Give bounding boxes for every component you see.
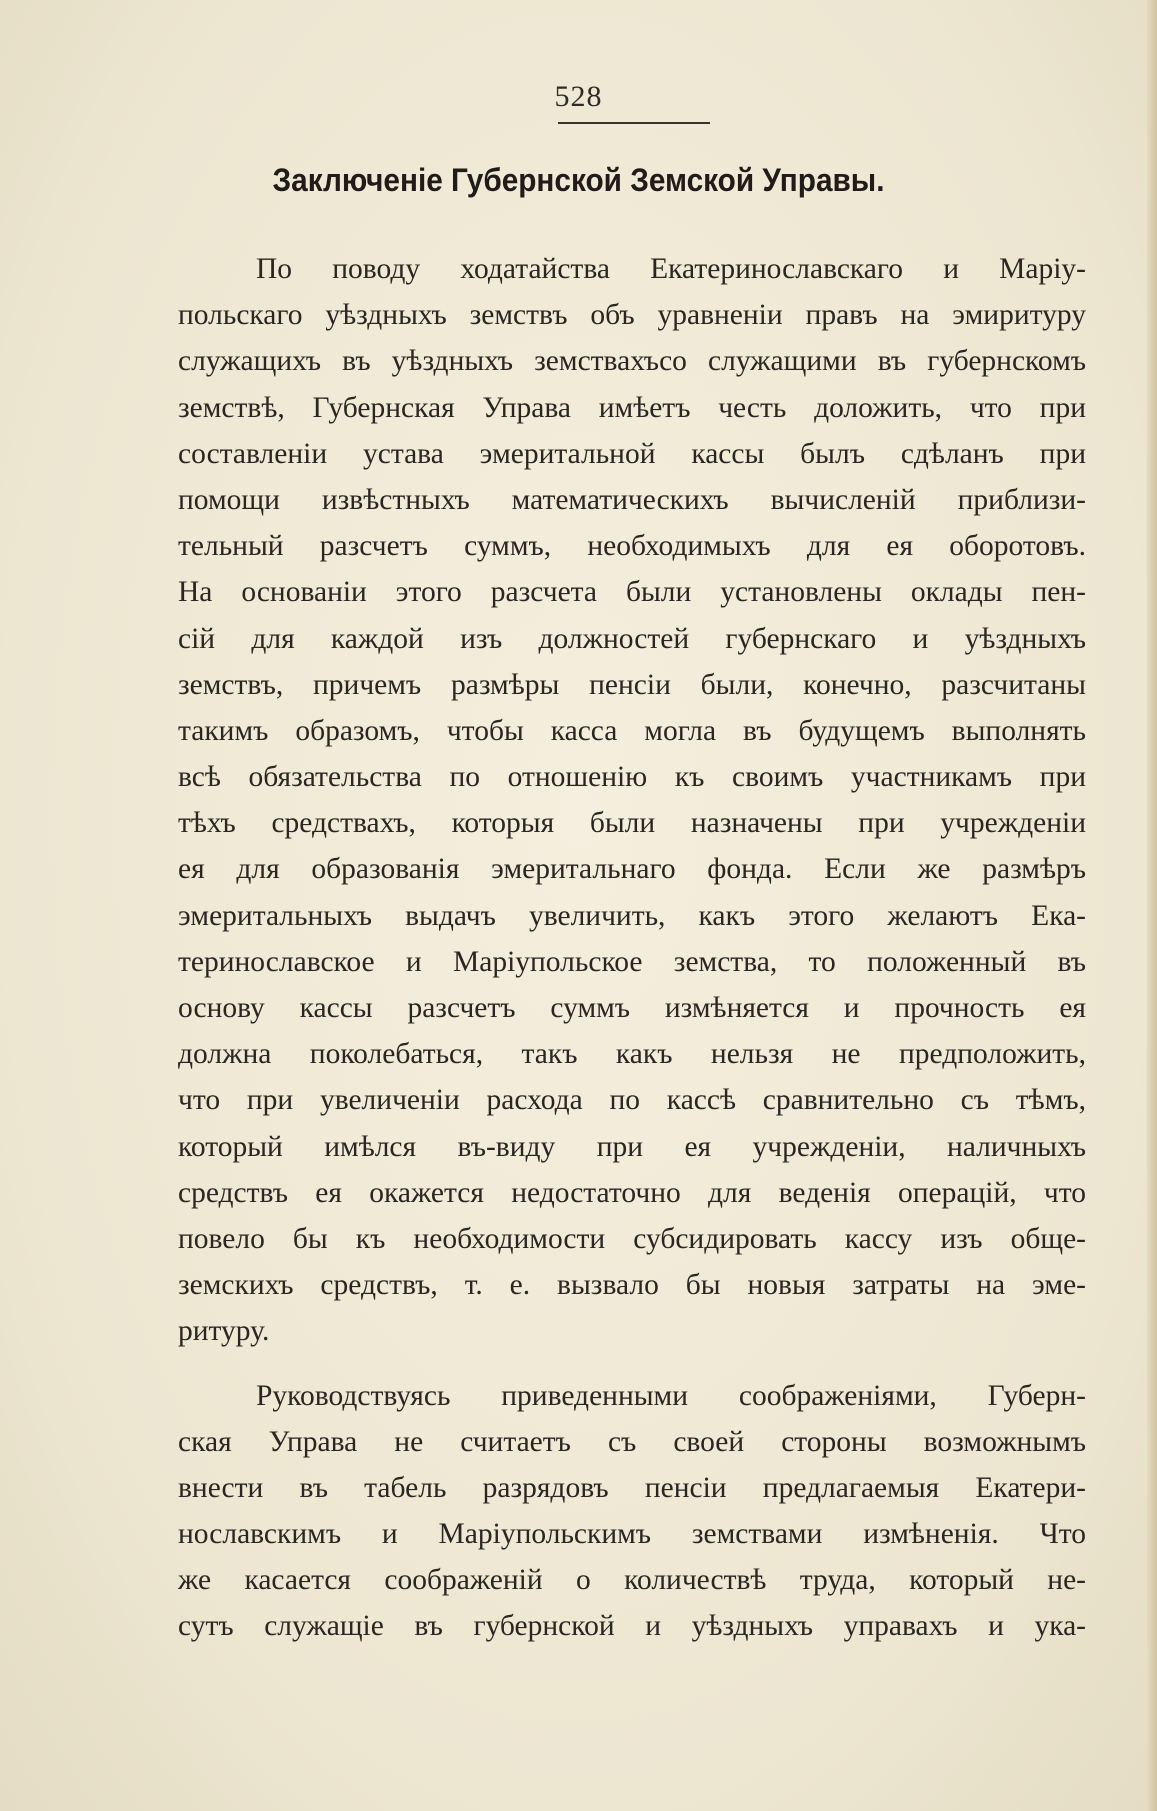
text-line: земскихъ средствъ, т. е. вызвало бы новыя затраты на эме- xyxy=(178,1269,1086,1302)
text-line: теринославское и Маріупольское земства, то положенный въ xyxy=(178,945,1086,978)
text-line: основу кассы разсчетъ суммъ измѣняется и прочность ея xyxy=(178,992,1086,1024)
text-line: земствѣ, Губернская Управа имѣетъ честь доложить, что при xyxy=(178,391,1086,424)
page-edge xyxy=(1147,0,1157,1811)
body-text xyxy=(178,246,1086,1650)
page-number: 528 xyxy=(554,80,603,113)
text-line: такимъ образомъ, чтобы касса могла въ будущемъ выполнять xyxy=(178,714,1086,747)
page-number-rule xyxy=(558,122,710,124)
text-line: ская Управа не считаетъ съ своей стороны возможнымъ xyxy=(178,1425,1086,1458)
text-line: На основаніи этого разсчета были установлены оклады пен- xyxy=(178,576,1086,609)
text-line: нославскимъ и Маріупольскимъ земствами измѣненія. Что xyxy=(178,1518,1086,1551)
text-line: тѣхъ средствахъ, которыя были назначены при учрежденіи xyxy=(178,807,1086,840)
text-line: составленіи устава эмеритальной кассы былъ сдѣланъ при xyxy=(178,437,1086,470)
text-line: повело бы къ необходимости субсидировать кассу изъ обще- xyxy=(178,1222,1086,1255)
text-line: же касается соображеній о количествѣ труда, который не- xyxy=(178,1564,1086,1597)
text-line: тельный разсчетъ суммъ, необходимыхъ для ея оборотовъ. xyxy=(178,530,1086,563)
paragraph-gap xyxy=(178,1355,1086,1373)
text-line: эмеритальныхъ выдачъ увеличить, какъ этого желаютъ Ека- xyxy=(178,899,1086,932)
text-line: польскаго уѣздныхъ земствъ объ уравненіи правъ на эмиритуру xyxy=(178,299,1086,332)
text-line: который имѣлся въ-виду при ея учрежденіи, наличныхъ xyxy=(178,1130,1086,1163)
text-line: Руководствуясь приведенными соображеніями, Губерн- xyxy=(256,1379,1086,1412)
text-line: По поводу ходатайства Екатеринославскаго и Маріу- xyxy=(256,253,1086,285)
paragraph xyxy=(178,1373,1086,1650)
paragraph xyxy=(178,246,1086,1355)
text-line: всѣ обязательства по отношенію къ своимъ участникамъ при xyxy=(178,761,1086,794)
text-line: земствъ, причемъ размѣры пенсіи были, конечно, разсчитаны xyxy=(178,668,1086,701)
text-line: должна поколебаться, такъ какъ нельзя не предположить, xyxy=(178,1038,1086,1071)
text-line: помощи извѣстныхъ математическихъ вычисленій приблизи- xyxy=(178,483,1086,516)
text-line: средствъ ея окажется недостаточно для веденія операцій, что xyxy=(178,1176,1086,1209)
text-line: сій для каждой изъ должностей губернскаго и уѣздныхъ xyxy=(178,622,1086,655)
text-line: ея для образованія эмеритальнаго фонда. Если же размѣръ xyxy=(178,853,1086,886)
text-line: сутъ служащіе въ губернской и уѣздныхъ управахъ и ука- xyxy=(178,1610,1086,1643)
section-heading: Заключеніе Губернской Земской Управы. xyxy=(272,162,885,198)
text-line: служащихъ въ уѣздныхъ земствахъсо служащими въ губернскомъ xyxy=(178,345,1086,378)
text-line: что при увеличеніи расхода по кассѣ сравнительно съ тѣмъ, xyxy=(178,1084,1086,1117)
text-line: ритуру. xyxy=(178,1315,270,1348)
text-line: внести въ табель разрядовъ пенсіи предлагаемыя Екатери- xyxy=(178,1471,1086,1504)
